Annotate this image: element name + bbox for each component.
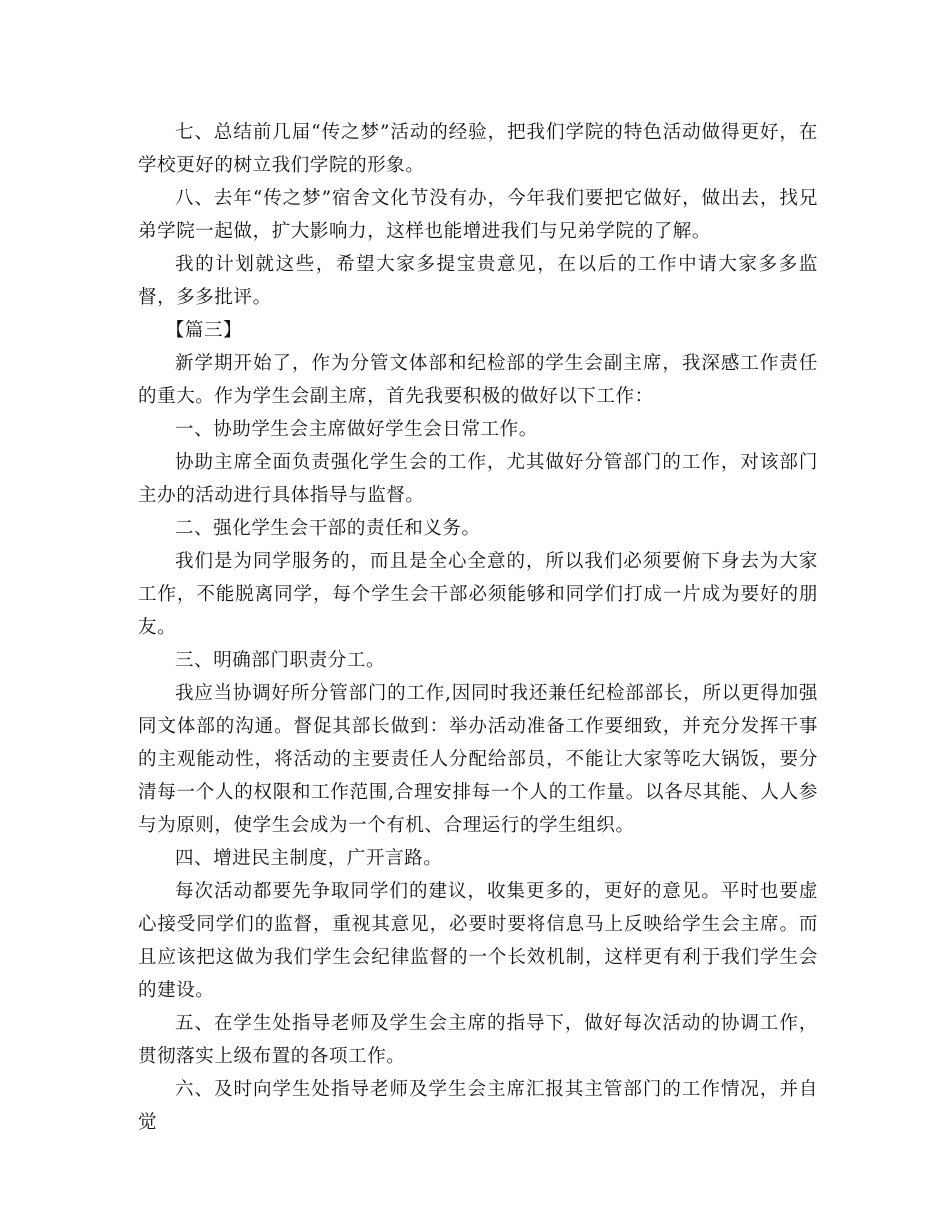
item-heading-2: 二、强化学生会干部的责任和义务。 bbox=[175, 518, 481, 539]
paragraph-closing: 我的计划就这些，希望大家多提宝贵意见，在以后的工作中请大家多多监督，多多批评。 bbox=[138, 254, 818, 308]
item-6: 六、及时向学生处指导老师及学生会主席汇报其主管部门的工作情况，并自觉 bbox=[138, 1079, 818, 1133]
item-5: 五、在学生处指导老师及学生会主席的指导下，做好每次活动的协调工作，贯彻落实上级布置的各项工作。 bbox=[138, 1013, 818, 1067]
paragraph-intro: 新学期开始了，作为分管文体部和纪检部的学生会副主席，我深感工作责任的重大。作为学生会副主席，首先我要积极的做好以下工作： bbox=[138, 353, 818, 407]
paragraph-8: 八、去年“传之梦”宿舍文化节没有办，今年我们要把它做好，做出去，找兄弟学院一起做，扩大影响力，这样也能增进我们与兄弟学院的了解。 bbox=[138, 188, 818, 242]
item-heading-4: 四、增进民主制度，广开言路。 bbox=[175, 848, 443, 869]
item-body-4: 每次活动都要先争取同学们的建议，收集更多的，更好的意见。平时也要虚心接受同学们的监督，重视其意见，必要时要将信息马上反映给学生会主席。而且应该把这做为我们学生会纪律监督的一个长效机制，这样更有利于我们学生会的建设。 bbox=[138, 881, 818, 1001]
item-body-1: 协助主席全面负责强化学生会的工作，尤其做好分管部门的工作，对该部门主办的活动进行具体指导与监督。 bbox=[138, 452, 818, 506]
paragraph-7: 七、总结前几届“传之梦”活动的经验，把我们学院的特色活动做得更好，在学校更好的树立我们学院的形象。 bbox=[138, 122, 818, 176]
item-body-3: 我应当协调好所分管部门的工作,因同时我还兼任纪检部部长，所以更得加强同文体部的沟通。督促其部长做到：举办活动准备工作要细致，并充分发挥干事的主观能动性，将活动的主要责任人分配给部员，不能让大家等吃大锅饭，要分清每一个人的权限和工作范围,合理安排每一个人的工作量。以各尽其能、人人参与为原则，使学生会成为一个有机、合理运行的学生组织。 bbox=[138, 683, 818, 836]
item-heading-3: 三、明确部门职责分工。 bbox=[175, 650, 386, 671]
item-body-2: 我们是为同学服务的，而且是全心全意的，所以我们必须要俯下身去为大家工作，不能脱离同学，每个学生会干部必须能够和同学们打成一片成为要好的朋友。 bbox=[138, 551, 818, 638]
item-heading-1: 一、协助学生会主席做好学生会日常工作。 bbox=[175, 419, 538, 440]
section-heading-part3: 【篇三】 bbox=[165, 320, 243, 341]
document-body bbox=[138, 116, 818, 1139]
